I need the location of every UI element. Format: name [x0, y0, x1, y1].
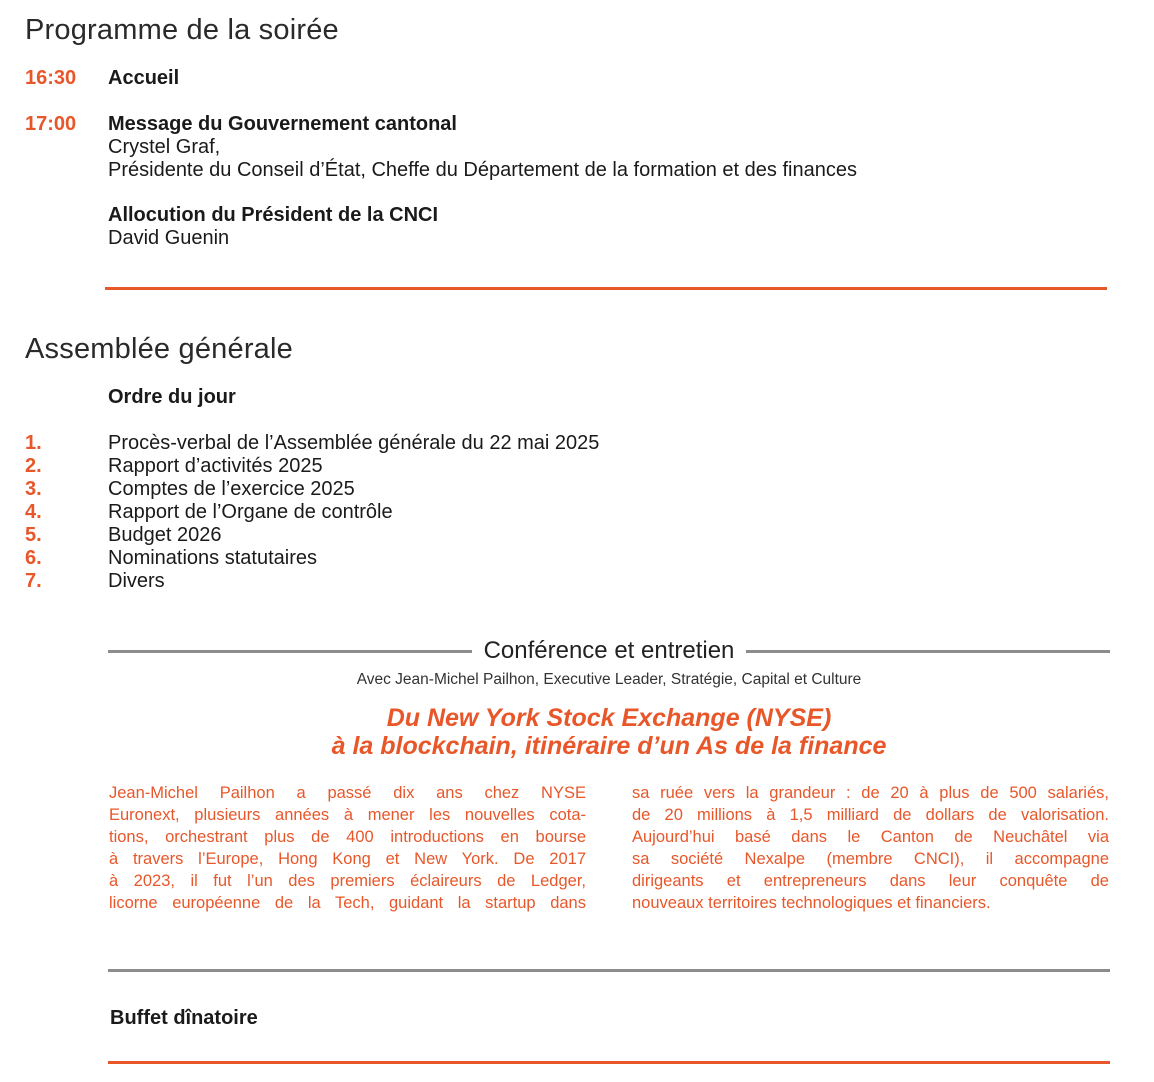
agenda-item-label: Rapport de l’Organe de contrôle — [108, 501, 393, 523]
text-line: Jean-Michel Pailhon a passé dix ans chez NYSE — [109, 784, 586, 802]
conference-heading: Conférence et entretien — [472, 637, 747, 664]
agenda-item-number: 5. — [25, 524, 42, 546]
agenda-item-number: 7. — [25, 570, 42, 592]
agenda-item-number: 3. — [25, 478, 42, 500]
agenda-item-label: Comptes de l’exercice 2025 — [108, 478, 355, 500]
text-line: Aujourd’hui basé dans le Canton de Neuchâtel via — [632, 828, 1109, 846]
conference-text-left — [109, 782, 586, 914]
text-line: sa société Nexalpe (membre CNCI), il accompagne — [632, 850, 1109, 868]
text-line: à 2023, il fut l’un des premiers éclaireurs de Ledger, — [109, 872, 586, 890]
agenda-item-number: 6. — [25, 547, 42, 569]
agenda-item-label: Budget 2026 — [108, 524, 222, 546]
text-line: de 20 millions à 1,5 milliard de dollars de valorisation. — [632, 806, 1109, 824]
agenda-item-number: 1. — [25, 432, 42, 454]
entry-title: Allocution du Président de la CNCI — [108, 204, 439, 226]
agenda-item-number: 4. — [25, 501, 42, 523]
text-line: tions, orchestrant plus de 400 introductions en bourse — [109, 828, 586, 846]
entry-speaker: David Guenin — [108, 227, 230, 249]
entry-time: 17:00 — [25, 113, 77, 135]
agenda-item-label: Rapport d’activités 2025 — [108, 455, 323, 477]
text-line: dirigeants et entrepreneurs dans leur conquête de — [632, 872, 1109, 890]
agenda-item-label: Nominations statutaires — [108, 547, 317, 569]
divider — [108, 969, 1110, 972]
agenda-item-label: Procès-verbal de l’Assemblée générale du 22 mai 2025 — [108, 432, 600, 454]
text-line: nouveaux territoires technologiques et financiers. — [632, 894, 991, 912]
conference-headline-line-1: Du New York Stock Exchange (NYSE) — [386, 704, 832, 732]
agenda-item-label: Divers — [108, 570, 165, 592]
text-line: Euronext, plusieurs années à mener les nouvelles cota- — [109, 806, 586, 824]
buffet-label: Buffet dînatoire — [110, 1007, 258, 1029]
entry-role: Présidente du Conseil d’État, Cheffe du Département de la formation et des finances — [108, 159, 857, 181]
divider — [108, 1061, 1110, 1064]
text-line: à travers l’Europe, Hong Kong et New York. De 2017 — [109, 850, 586, 868]
divider — [105, 287, 1107, 290]
conference-text-right — [632, 782, 1109, 914]
entry-title: Accueil — [108, 67, 180, 89]
text-line: licorne européenne de la Tech, guidant la startup dans — [109, 894, 586, 912]
agenda-title: Ordre du jour — [108, 386, 236, 408]
programme-title: Programme de la soirée — [25, 14, 339, 46]
conference-headline-line-2: à la blockchain, itinéraire d’un As de la finance — [331, 732, 887, 760]
text-line: sa ruée vers la grandeur : de 20 à plus de 500 salariés, — [632, 784, 1109, 802]
entry-speaker: Crystel Graf, — [108, 136, 221, 158]
conference-subtitle: Avec Jean-Michel Pailhon, Executive Leader, Stratégie, Capital et Culture — [356, 671, 862, 688]
agenda-item-number: 2. — [25, 455, 42, 477]
entry-time: 16:30 — [25, 67, 77, 89]
assemblee-title: Assemblée générale — [25, 333, 293, 365]
entry-title: Message du Gouvernement cantonal — [108, 113, 457, 135]
